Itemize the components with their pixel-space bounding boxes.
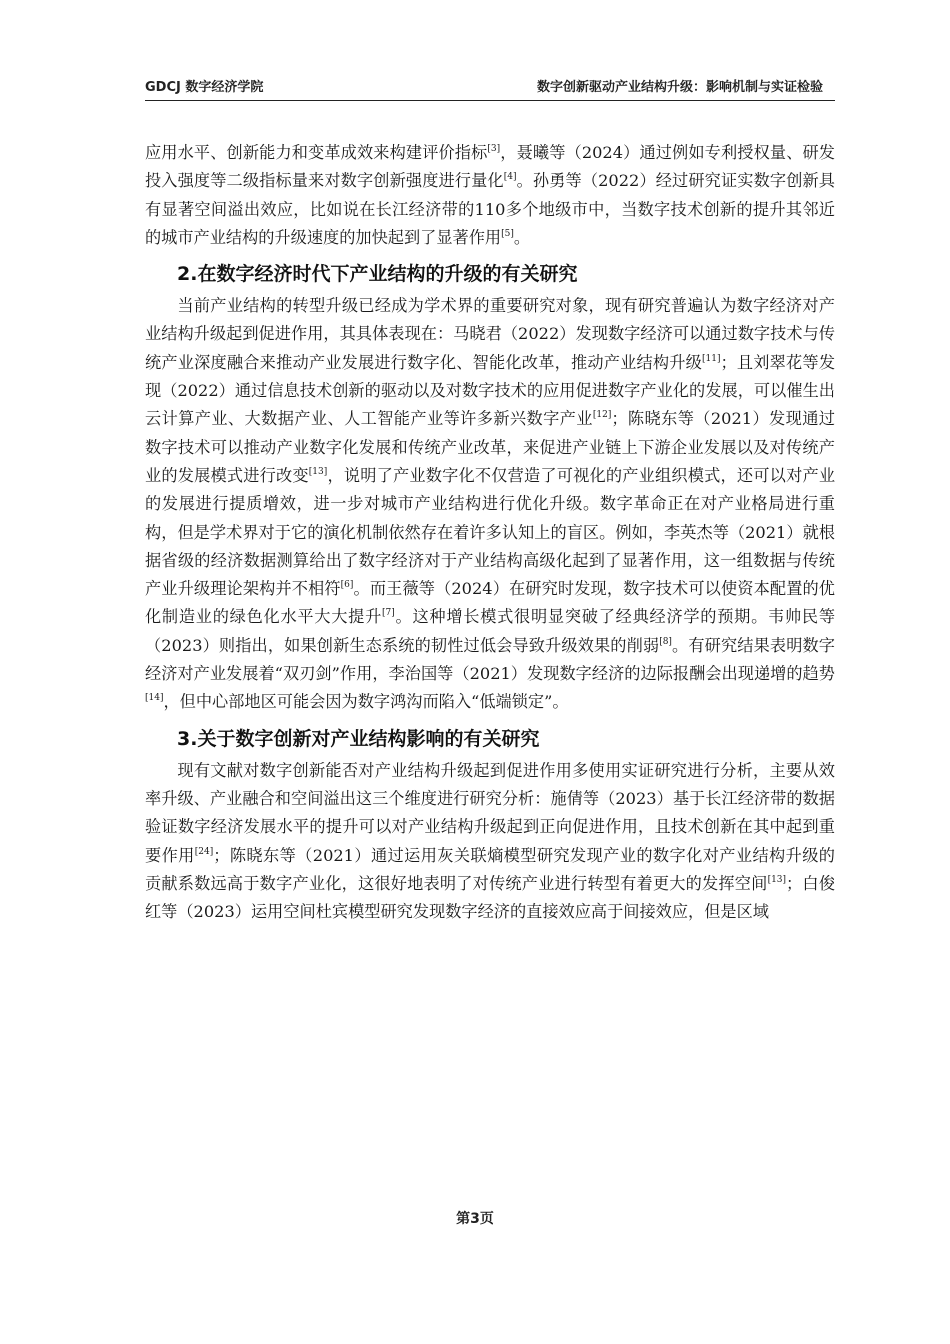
paragraph-continued: 应用水平、创新能力和变革成效来构建评价指标[3]，聂曦等（2024）通过例如专利授权量、研发投入强度等二级指标量来对数字创新强度进行量化[4]。孙勇等（2022）经过研究证实数字创新具有显著空间溢出效应，比如说在长江经济带的110多个地级市中，当数字技术创新的提升其邻近的城市产业结构的升级速度的加快起到了显著作用[5]。 xyxy=(145,143,835,247)
citation-ref: [14] xyxy=(145,693,164,704)
header-right-title: 数字创新驱动产业结构升级：影响机制与实证检验 xyxy=(536,80,823,95)
citation-ref: [3] xyxy=(487,144,501,154)
section-heading-3: 3.关于数字创新对产业结构影响的有关研究 xyxy=(177,727,540,750)
citation-ref: [8] xyxy=(659,636,672,647)
citation-ref: [13] xyxy=(308,466,328,477)
paragraph-section-2: 当前产业结构的转型升级已经成为学术界的重要研究对象，现有研究普遍认为数字经济对产业结构升级起到促进作用，其具体表现在：马晓君（2022）发现数字经济可以通过数字技术与传统产业深度融合来推动产业发展进行数字化、智能化改革，推动产业结构升级[11]；且刘翠花等发现（2022）通过信息技术创新的驱动以及对数字技术的应用促进数字产业化的发展，可以催生出云计算产业、大数据产业、人工智能产业等许多新兴数字产业[12]；陈晓东等（2021）发现通过数字技术可以推动产业数字化发展和传统产业改革，来促进产业链上下游企业发展以及对传统产业的发展模式进行改变[13]，说明了产业数字化不仅营造了可视化的产业组织模式，还可以对产业的发展进行提质增效，进一步对城市产业结构进行优化升级。数字革命正在对产业格局进行重构，但是学术界对于它的演化机制依然存在着许多认知上的盲区。例如，李英杰等（2021）就根据省级的经济数据测算给出了数字经济对于产业结构高级化起到了显著作用，这一组数据与传统产业升级理论架构并不相符[6]。而王薇等（2024）在研究时发现，数字技术可以使资本配置的优化制造业的绿色化水平大大提升[7]。这种增长模式很明显突破了经典经济学的预期。韦帅民等（2023）则指出，如果创新生态系统的韧性过低会导致升级效果的削弱[8]。有研究结果表明数字经济对产业发展着“双刃剑”作用，李治国等（2021）发现数字经济的边际报酬会出现递增的趋势[14]，但中心部地区可能会因为数字鸿沟而陷入“低端锁定”。 xyxy=(145,296,836,712)
header-rule xyxy=(145,100,835,101)
page-body xyxy=(145,139,835,926)
citation-ref: [6] xyxy=(340,580,354,591)
header-left-text: GDCJ 数字经济学院 xyxy=(145,80,264,95)
citation-ref: [11] xyxy=(702,353,721,364)
paragraph-section-3: 现有文献对数字创新能否对产业结构升级起到促进作用多使用实证研究进行分析，主要从效率升级、产业融合和空间溢出这三个维度进行研究分析：施倩等（2023）基于长江经济带的数据验证数字经济发展水平的提升可以对产业结构升级起到正向促进作用，且技术创新在其中起到重要作用[24]；陈晓东等（2021）通过运用灰关联熵模型研究发现产业的数字化对产业结构升级的贡献系数远高于数字产业化，这很好地表明了对传统产业进行转型有着更大的发挥空间[13]；白俊红等（2023）运用空间杜宾模型研究发现数字经济的直接效应高于间接效应，但是区域 xyxy=(145,760,836,922)
citation-ref: [7] xyxy=(382,608,395,619)
citation-ref: [4] xyxy=(503,172,517,183)
citation-ref: [13] xyxy=(767,874,787,885)
citation-ref: [24] xyxy=(194,846,214,857)
citation-ref: [5] xyxy=(501,228,514,239)
section-heading-2: 2.在数字经济时代下产业结构的升级的有关研究 xyxy=(177,263,578,286)
page-number: 第3页 xyxy=(456,1211,494,1227)
citation-ref: [12] xyxy=(592,410,612,421)
